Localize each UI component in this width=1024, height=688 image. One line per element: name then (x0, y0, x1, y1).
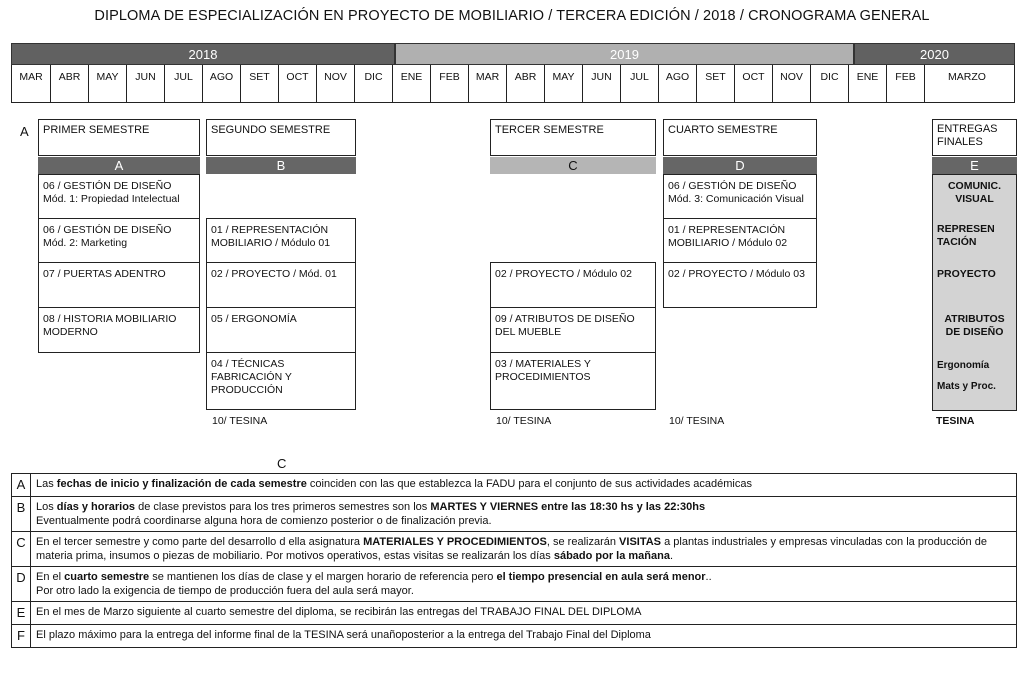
month-cell: AGO (203, 65, 241, 102)
note-key: D (12, 567, 31, 602)
semester-4-letter: D (663, 157, 817, 174)
note-row (12, 532, 1017, 567)
semester-4-item: 06 / GESTIÓN DE DISEÑO Mód. 3: Comunicación Visual (663, 174, 817, 219)
note-key: A (12, 474, 31, 497)
note-text: En el mes de Marzo siguiente al cuarto semestre del diploma, se recibirán las entregas del TRABAJO FINAL DEL DIPLOMA (31, 602, 1017, 625)
semester-2-tesina: 10/ TESINA (212, 415, 268, 427)
notes-label: C (277, 456, 287, 471)
month-cell: ENE (849, 65, 887, 102)
note-row (12, 567, 1017, 602)
month-cell: FEB (887, 65, 925, 102)
month-cell: AGO (659, 65, 697, 102)
month-cell: JUN (583, 65, 621, 102)
month-cell: JUL (165, 65, 203, 102)
note-key: C (12, 532, 31, 567)
final-delivery-item: ATRIBUTOS DE DISEÑO (944, 313, 1005, 338)
note-row (12, 497, 1017, 532)
months-row (11, 65, 1015, 103)
month-cell: OCT (279, 65, 317, 102)
note-row (12, 625, 1017, 648)
final-delivery-item: COMUNIC. VISUAL (947, 180, 1002, 205)
note-text: El plazo máximo para la entrega del informe final de la TESINA será unañoposterior a la entrega del Trabajo Final del Diploma (31, 625, 1017, 648)
semester-4-item: 01 / REPRESENTACIÓN MOBILIARIO / Módulo 02 (663, 218, 817, 263)
semester-3-letter: C (490, 157, 656, 174)
year-2020: 2020 (854, 43, 1015, 65)
month-cell: ABR (51, 65, 89, 102)
semester-1-title: PRIMER SEMESTRE (38, 119, 200, 156)
semester-3-tesina: 10/ TESINA (496, 415, 552, 427)
month-cell: FEB (431, 65, 469, 102)
semester-1-item: 08 / HISTORIA MOBILIARIO MODERNO (38, 307, 200, 353)
note-key: E (12, 602, 31, 625)
note-key: F (12, 625, 31, 648)
semester-4-tesina: 10/ TESINA (669, 415, 725, 427)
semester-1-letter: A (38, 157, 200, 174)
month-cell: ABR (507, 65, 545, 102)
month-cell: ENE (393, 65, 431, 102)
final-delivery-item: Mats y Proc. (937, 381, 996, 392)
semester-3-title: TERCER SEMESTRE (490, 119, 656, 156)
semester-4-title: CUARTO SEMESTRE (663, 119, 817, 156)
semester-3-item: 02 / PROYECTO / Módulo 02 (490, 262, 656, 308)
month-cell: SET (697, 65, 735, 102)
month-cell: MARZO (948, 71, 986, 83)
final-deliveries-panel (932, 174, 1017, 411)
notes-table (11, 473, 1017, 648)
semester-3-item: 03 / MATERIALES Y PROCEDIMIENTOS (490, 352, 656, 410)
final-delivery-item: PROYECTO (937, 268, 996, 280)
note-row (12, 474, 1017, 497)
note-text: Las fechas de inicio y finalización de cada semestre coinciden con las que establezca la FADU para el conjunto de sus actividades académicas (31, 474, 1017, 497)
note-key: B (12, 497, 31, 532)
semester-1-item: 06 / GESTIÓN DE DISEÑO Mód. 1: Propiedad Intelectual (38, 174, 200, 219)
semester-1-item: 07 / PUERTAS ADENTRO (38, 262, 200, 308)
month-cell: DIC (355, 65, 393, 102)
month-cell: OCT (735, 65, 773, 102)
semester-2-item: 02 / PROYECTO / Mód. 01 (206, 262, 356, 308)
page-title: DIPLOMA DE ESPECIALIZACIÓN EN PROYECTO DE MOBILIARIO / TERCERA EDICIÓN / 2018 / CRONOGRAMA GENERAL (94, 8, 930, 24)
month-cell: SET (241, 65, 279, 102)
month-cell: MAR (12, 65, 51, 102)
row-label: A (20, 124, 29, 139)
final-delivery-item: Ergonomía (937, 360, 990, 371)
semester-2-letter: B (206, 157, 356, 174)
semester-2-item: 05 / ERGONOMÍA (206, 307, 356, 353)
final-delivery-item: REPRESEN TACIÓN (937, 223, 995, 248)
month-cell: NOV (317, 65, 355, 102)
year-2018: 2018 (11, 43, 395, 65)
note-text: En el tercer semestre y como parte del desarrollo d ella asignatura MATERIALES Y PROCEDIMIENTOS, se realizarán VISITAS a plantas industriales y empresas vinculadas con la producción de materia prima, insumos o piezas de mobiliario. Por motivos operativos, estas visitas se realizarán los días sábado por la mañana. (31, 532, 1017, 567)
month-cell: MAY (545, 65, 583, 102)
semester-1-item: 06 / GESTIÓN DE DISEÑO Mód. 2: Marketing (38, 218, 200, 263)
semester-4-item: 02 / PROYECTO / Módulo 03 (663, 262, 817, 308)
semester-2-item: 01 / REPRESENTACIÓN MOBILIARIO / Módulo 01 (206, 218, 356, 263)
semester-3-item: 09 / ATRIBUTOS DE DISEÑO DEL MUEBLE (490, 307, 656, 353)
month-cell: MAR (469, 65, 507, 102)
month-cell: JUN (127, 65, 165, 102)
final-delivery-tesina: TESINA (936, 415, 975, 427)
final-deliveries-letter: E (932, 157, 1017, 174)
year-2019: 2019 (395, 43, 854, 65)
month-cell: DIC (811, 65, 849, 102)
semester-2-title: SEGUNDO SEMESTRE (206, 119, 356, 156)
month-cell: MAY (89, 65, 127, 102)
semester-2-item: 04 / TÉCNICAS FABRICACIÓN Y PRODUCCIÓN (206, 352, 356, 410)
note-text: Los días y horarios de clase previstos para los tres primeros semestres son los MARTES Y VIERNES entre las 18:30 hs y las 22:30hs Eventualmente podrá coordinarse alguna hora de comienzo posterior o de finalización previa. (31, 497, 1017, 532)
final-deliveries-title: ENTREGAS FINALES (932, 119, 1017, 156)
month-cell: JUL (621, 65, 659, 102)
note-text: En el cuarto semestre se mantienen los días de clase y el margen horario de referencia pero el tiempo presencial en aula será menor.. Por otro lado la exigencia de tiempo de producción fuera del aula será mayor. (31, 567, 1017, 602)
month-cell: NOV (773, 65, 811, 102)
note-row (12, 602, 1017, 625)
